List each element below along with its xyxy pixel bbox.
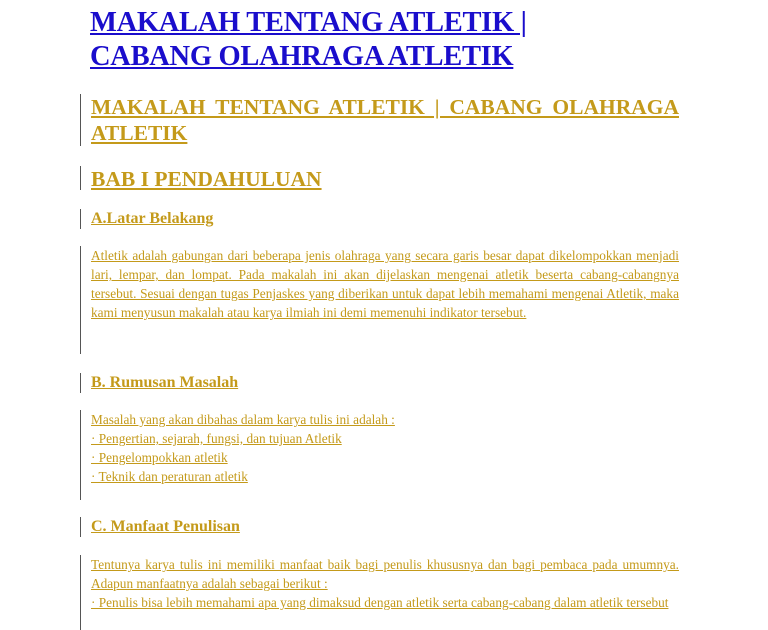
section-a-body-block	[80, 246, 679, 354]
section-c-item[interactable]: · Penulis bisa lebih memahami apa yang dimaksud dengan atletik serta cabang-cabang dalam atletik tersebut	[91, 595, 669, 610]
section-c-heading[interactable]: C. Manfaat Penulisan	[91, 518, 240, 535]
section-c-body-block	[80, 555, 679, 630]
section-b-intro[interactable]: Masalah yang akan dibahas dalam karya tulis ini adalah :	[91, 412, 395, 427]
list-item[interactable]: · Pengertian, sejarah, fungsi, dan tujuan Atletik	[91, 431, 342, 446]
section-c-paragraph[interactable]: Tentunya karya tulis ini memiliki manfaat baik bagi penulis khususnya dan bagi pembaca pada umumnya. Adapun manfaatnya adalah sebagai berikut :	[91, 557, 679, 591]
chapter-block	[80, 166, 679, 190]
list-item[interactable]: · Teknik dan peraturan atletik	[91, 469, 248, 484]
chapter-heading[interactable]: BAB I PENDAHULUAN	[91, 167, 322, 191]
subtitle-block	[80, 94, 679, 146]
section-b-heading[interactable]: B. Rumusan Masalah	[91, 374, 239, 391]
list-item[interactable]: · Pengelompokkan atletik	[91, 450, 228, 465]
section-a-heading[interactable]: A.Latar Belakang	[91, 210, 214, 227]
section-a-paragraph[interactable]: Atletik adalah gabungan dari beberapa jenis olahraga yang secara garis besar dapat dikelompokkan menjadi lari, lempar, dan lompat. Pada makalah ini akan dijelaskan mengenai atletik beserta cabang-cabangnya tersebut. Sesuai dengan tugas Penjaskes yang diberikan untuk dapat lebih memahami mengenai Atletik, maka kami menyusun makalah atau karya ilmiah ini demi memenuhi indikator tersebut.	[91, 248, 679, 320]
section-b-body-block	[80, 410, 679, 500]
page-title-link[interactable]: MAKALAH TENTANG ATLETIK | CABANG OLAHRAGA ATLETIK	[90, 7, 527, 72]
subtitle-heading[interactable]: MAKALAH TENTANG ATLETIK | CABANG OLAHRAGA ATLETIK	[91, 95, 679, 145]
section-a-heading-block	[80, 209, 679, 229]
section-c-heading-block	[80, 517, 679, 537]
section-b-heading-block	[80, 373, 679, 393]
